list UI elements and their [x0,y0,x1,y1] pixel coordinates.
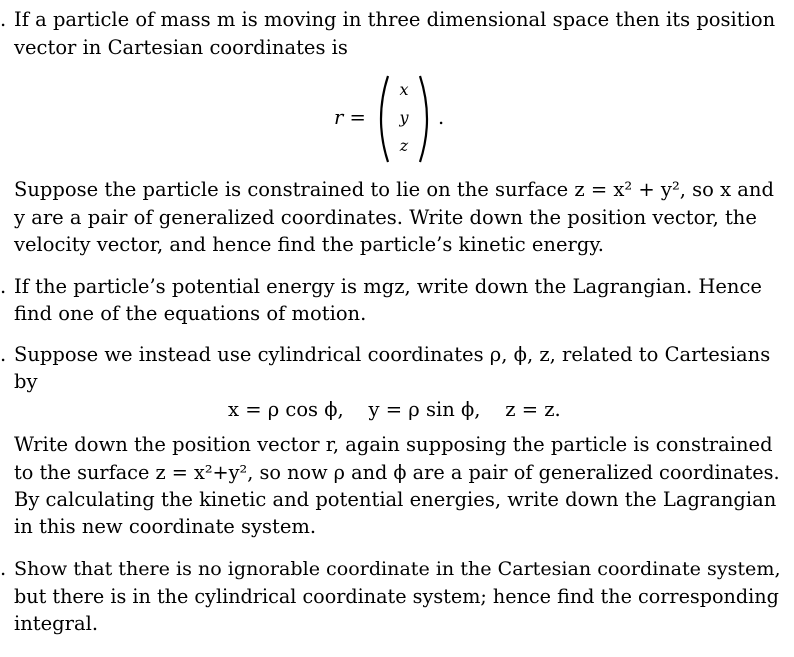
part1-line3: Suppose the particle is constrained to lie on the surface z = x² + y², so x and [14,178,774,201]
matrix-y: y [399,108,409,127]
left-paren-icon [372,74,392,164]
part4-line1: Show that there is no ignorable coordinate in the Cartesian coordinate system, [14,558,781,580]
coordinate-relations-equation: x = ρ cos ϕ, y = ρ sin ϕ, z = z. [228,398,561,421]
part1-line2: vector in Cartesian coordinates is [14,36,348,59]
part1-line5: velocity vector, and hence find the particle’s kinetic energy. [14,233,604,256]
part3-line1: Suppose we instead use cylindrical coordinates ρ, ϕ, z, related to Cartesians [14,343,771,366]
part1-line4: y are a pair of generalized coordinates. Write down the position vector, the [14,206,757,229]
part1-line1: If a particle of mass m is moving in three dimensional space then its position [14,8,776,31]
matrix-lhs: r = [334,106,366,129]
item-marker-2: . [0,275,7,298]
matrix-x: x [399,80,409,99]
matrix-values [392,76,416,160]
part3-line4: to the surface z = x²+y², so now ρ and ϕ are a pair of generalized coordinates. [14,461,780,484]
matrix-z: z [399,136,409,155]
part4-line2: but there is in the cylindrical coordinate system; hence find the corresponding [14,585,779,608]
right-paren-icon [416,74,436,164]
item-marker-1: . [0,8,7,31]
part3-line3: Write down the position vector r, again supposing the particle is constrained [14,433,773,456]
part3-line6: in this new coordinate system. [14,515,317,538]
part2-line2: find one of the equations of motion. [14,302,367,325]
item-marker-4: . [0,557,7,580]
matrix-period: . [438,106,445,129]
part3-line2: by [14,370,38,393]
part2-line1: If the particle’s potential energy is mgz, write down the Lagrangian. Hence [14,275,762,298]
part4-line3: integral. [14,612,99,635]
item-marker-3: . [0,343,7,366]
position-vector-matrix [334,74,474,162]
part3-line5: By calculating the kinetic and potential energies, write down the Lagrangian [14,488,777,511]
